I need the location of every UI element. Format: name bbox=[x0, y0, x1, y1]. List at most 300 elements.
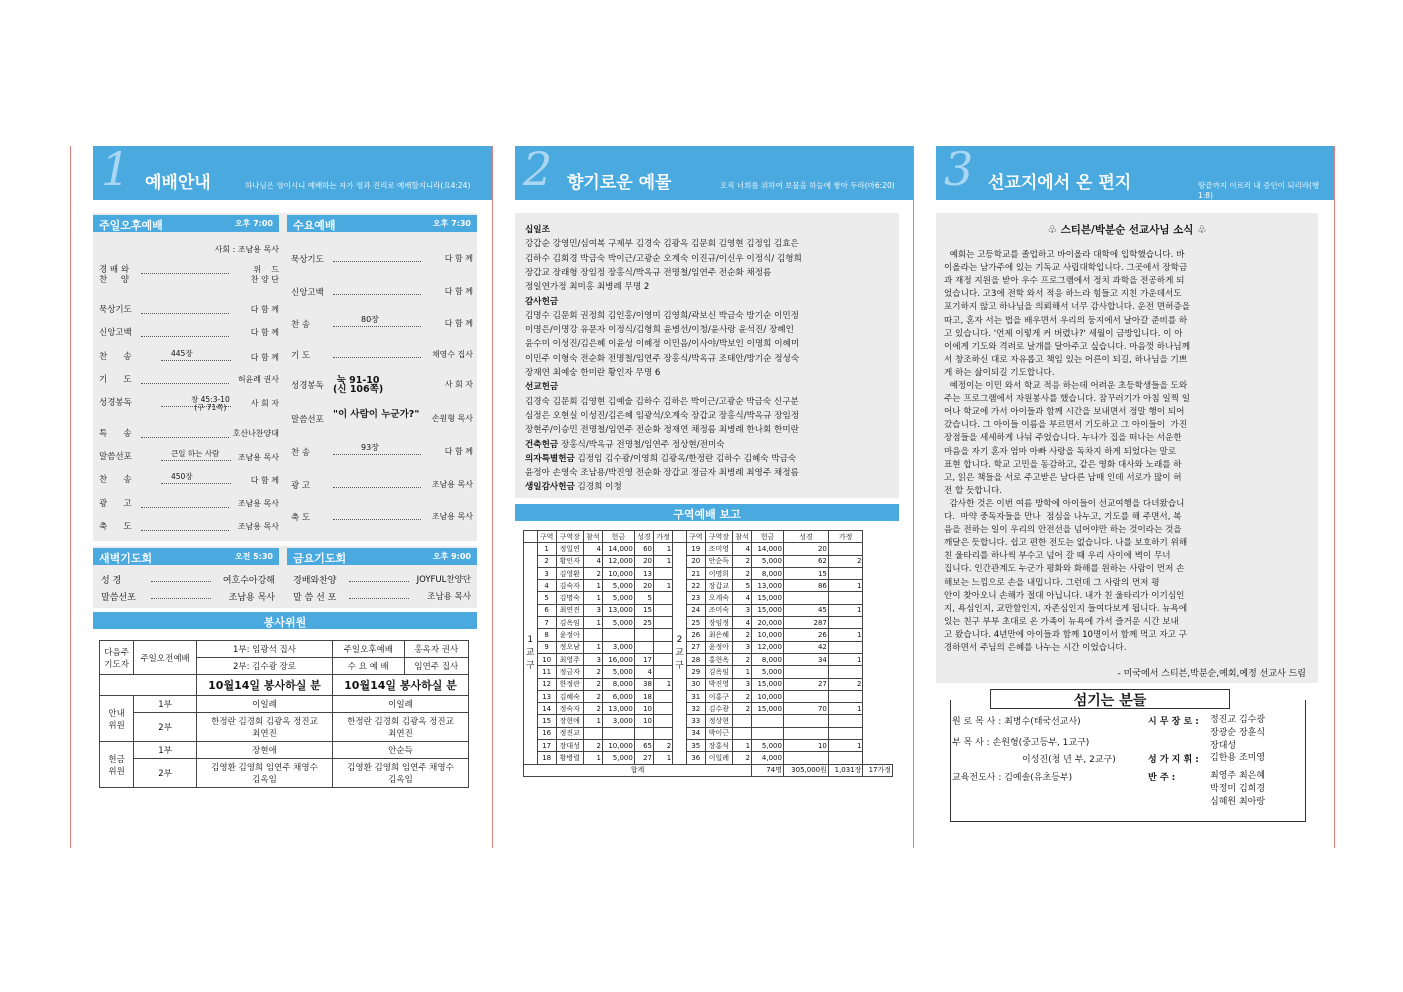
report-cell: 윤정아 bbox=[705, 641, 732, 653]
report-cell: 1 bbox=[653, 752, 672, 764]
order-label: 기 도 bbox=[99, 375, 132, 385]
report-cell: 2 bbox=[732, 567, 751, 579]
report-cell bbox=[653, 715, 672, 727]
service-cell: 헌금 위원 bbox=[100, 742, 134, 788]
order-label: 찬 송 bbox=[99, 352, 132, 362]
report-cell: 김옥임 bbox=[556, 617, 583, 629]
offering-line bbox=[525, 237, 799, 249]
total-label: 합계 bbox=[524, 764, 752, 776]
service-cell: 10월14일 봉사하실 분 bbox=[332, 675, 468, 696]
report-cell: 김숙자 bbox=[556, 580, 583, 592]
sunday-pm-header: 주일오후예배 오후 7:00 bbox=[93, 215, 279, 232]
letter-line: 전 할 듯합니다. bbox=[944, 485, 1003, 496]
order-label: 묵상기도 bbox=[291, 255, 324, 265]
order-person: 다 함 께 bbox=[444, 287, 473, 296]
district-1: 1 교 구 bbox=[524, 543, 538, 764]
total-cell: 1,031장 bbox=[828, 764, 863, 776]
service-cell: 주일오전예배 bbox=[134, 641, 197, 675]
report-cell: 10,000 bbox=[752, 629, 784, 641]
report-cell: 8 bbox=[537, 629, 556, 641]
report-cell bbox=[732, 727, 751, 739]
report-cell: 장갑교 bbox=[705, 580, 732, 592]
order-label: 기 도 bbox=[291, 351, 311, 361]
report-cell: 1 bbox=[732, 740, 751, 752]
service-cell: 이일례 bbox=[332, 696, 468, 713]
report-cell: 1 bbox=[653, 678, 672, 690]
report-cell: 4 bbox=[634, 666, 653, 678]
report-cell: 이명희 bbox=[705, 567, 732, 579]
report-cell: 15,000 bbox=[752, 592, 784, 604]
col-header: 헌금 bbox=[602, 531, 634, 543]
letter-line: 었습니다. 고3에 전학 와서 적응 하느라 힘들고 지친 가운데서도 bbox=[944, 289, 1182, 300]
report-cell: 20 bbox=[783, 543, 828, 555]
offering-line bbox=[525, 423, 799, 435]
leader-dots bbox=[333, 519, 421, 520]
report-cell: 1 bbox=[828, 740, 863, 752]
offering-names: 김정임 김수광/이영희 김광옥/한정란 김하수 김혜숙 박금숙 bbox=[574, 453, 797, 464]
report-cell: 14,000 bbox=[602, 543, 634, 555]
report-cell: 1 bbox=[828, 703, 863, 715]
letter-line: 지, 욕심인지, 교만함인지, 자존심인지 들여다보게 됩니다. 뉴욕에 bbox=[944, 603, 1188, 614]
report-cell: 1 bbox=[583, 752, 602, 764]
offering-names: 장재연 최예숭 한미란 황인자 무명 6 bbox=[525, 368, 661, 378]
service-header: 봉사위원 bbox=[93, 612, 477, 629]
letter-line: 장점들을 세세하게 나눠 주었습니다. 누나가 집을 떠나는 서운한 bbox=[944, 433, 1182, 444]
report-cell: 정오남 bbox=[556, 641, 583, 653]
report-cell bbox=[634, 641, 653, 653]
order-person: 호산나찬양대 bbox=[232, 429, 279, 438]
offering-line bbox=[525, 252, 802, 264]
report-cell: 3,000 bbox=[602, 641, 634, 653]
report-cell bbox=[634, 727, 653, 739]
report-cell: 1 bbox=[653, 555, 672, 567]
offering-line bbox=[525, 280, 649, 292]
offering-names: 이민주 이형숙 전순화 전명철/임연주 장홍식/박옥규 조태안/방기순 정성숙 bbox=[525, 353, 800, 364]
offering-names: 장현주/이승민 전명철/임연주 전순화 정재연 채정름 최병례 한나회 한미란 bbox=[525, 425, 799, 436]
report-cell bbox=[783, 666, 828, 678]
report-cell: 23 bbox=[686, 592, 705, 604]
report-cell: 4 bbox=[537, 580, 556, 592]
report-cell: 2 bbox=[732, 555, 751, 567]
report-cell: 60 bbox=[634, 543, 653, 555]
report-cell: 2 bbox=[583, 690, 602, 702]
order-item: 445장 bbox=[171, 349, 193, 358]
order-item: 80장 bbox=[361, 315, 379, 324]
report-cell: 5,000 bbox=[602, 592, 634, 604]
report-cell: 13,000 bbox=[602, 703, 634, 715]
report-cell: 4,000 bbox=[752, 752, 784, 764]
corner-cell bbox=[524, 531, 538, 543]
report-cell: 17 bbox=[634, 653, 653, 665]
col-header: 성경 bbox=[783, 531, 828, 543]
report-cell: 7 bbox=[537, 617, 556, 629]
report-cell: 5,000 bbox=[752, 666, 784, 678]
letter-line: 집니다. 인간관계도 누군가 평화와 화해를 원하는 사람이 먼저 손 bbox=[944, 564, 1185, 575]
corner-cell bbox=[673, 531, 687, 543]
report-cell: 홍현옥 bbox=[705, 653, 732, 665]
offering-line bbox=[525, 295, 558, 307]
report-cell: 27 bbox=[783, 678, 828, 690]
report-cell: 4 bbox=[732, 592, 751, 604]
report-cell: 2 bbox=[583, 678, 602, 690]
col-header: 가정 bbox=[653, 531, 672, 543]
offering-line bbox=[525, 380, 558, 392]
service-cell: 장현애 bbox=[196, 742, 332, 759]
leader-dots bbox=[333, 261, 421, 262]
offering-line bbox=[525, 309, 799, 321]
report-cell: 34 bbox=[686, 727, 705, 739]
report-cell: 28 bbox=[686, 653, 705, 665]
offering-line bbox=[525, 395, 799, 407]
report-cell bbox=[828, 567, 863, 579]
letter-line: 깨달은 듯합니다. 쉽고 편한 전도는 없습니다. 나를 보호하기 위해 bbox=[944, 538, 1188, 549]
report-cell: 38 bbox=[634, 678, 653, 690]
total-cell: 74명 bbox=[752, 764, 784, 776]
letter-line: 주는 프로그램에서 자원봉사를 했습니다. 잠꾸러기가 아침 일찍 일 bbox=[944, 394, 1190, 405]
offering-names: 장갑교 장래형 장임정 장홍식/박옥규 전명철/임연주 전순화 채정름 bbox=[525, 267, 772, 278]
leader-dots bbox=[333, 326, 421, 327]
report-cell: 1 bbox=[583, 617, 602, 629]
order-label: 찬 송 bbox=[291, 320, 311, 330]
report-cell: 6 bbox=[537, 604, 556, 616]
report-cell: 3 bbox=[732, 678, 751, 690]
letter-line: 표현 합니다. 학교 고민을 동감하고, 같은 영화 대사와 노래를 하 bbox=[944, 459, 1182, 470]
report-cell: 2 bbox=[583, 666, 602, 678]
letter-line: 친 울타리를 하나씩 부수고 넘어 갈 때 우리 사이에 벽이 무너 bbox=[944, 551, 1171, 562]
service-cell bbox=[100, 675, 197, 696]
report-cell: 2 bbox=[732, 690, 751, 702]
order-label: 신앙고백 bbox=[291, 288, 324, 298]
report-cell: 조미영 bbox=[705, 543, 732, 555]
leader-dots bbox=[141, 437, 229, 438]
report-cell: 이홍구 bbox=[705, 690, 732, 702]
report-cell bbox=[653, 567, 672, 579]
report-cell: 박이근 bbox=[705, 727, 732, 739]
section-title: 선교지에서 온 편지 bbox=[988, 173, 1132, 193]
letter-signature: - 미국에서 스티븐,박분순,예회,예정 선교사 드림 bbox=[1117, 669, 1306, 679]
report-cell bbox=[653, 592, 672, 604]
order-label: 말씀선포 bbox=[101, 593, 136, 603]
leader-dots bbox=[151, 581, 211, 582]
order-person: 조남용 목사 bbox=[228, 593, 275, 603]
order-person: 채영수 집사 bbox=[431, 350, 473, 359]
report-cell bbox=[783, 592, 828, 604]
leader-dots bbox=[161, 483, 231, 484]
service-cell: 2부: 김수광 장로 bbox=[196, 658, 332, 675]
report-cell bbox=[828, 617, 863, 629]
order-item: 큰일 하는 사람 bbox=[171, 449, 220, 458]
dawn-header: 새벽기도회 오전 5:30 bbox=[93, 548, 279, 565]
service-cell: 홍옥자 권사 bbox=[404, 641, 468, 658]
service-cell: 이일례 bbox=[196, 696, 332, 713]
report-cell: 20 bbox=[686, 555, 705, 567]
offering-names: 김경숙 김문회 김영현 김예술 김하수 김하은 박이근/고광순 박금숙 신구분 bbox=[525, 396, 799, 407]
report-cell: 5 bbox=[634, 592, 653, 604]
letter-line: 서 창조하신 대로 자유롭고 책임 있는 어른이 되길, 하나님을 기쁘 bbox=[944, 354, 1188, 365]
report-cell: 1 bbox=[732, 666, 751, 678]
order-label: 경 배 와 찬 양 bbox=[99, 265, 130, 285]
report-cell: 10 bbox=[783, 740, 828, 752]
report-cell: 2 bbox=[732, 703, 751, 715]
report-cell: 2 bbox=[583, 567, 602, 579]
order-label: 경배와찬양 bbox=[293, 576, 337, 586]
letter-line: 갔습니다. 그 아이들 이름을 부르면서 기도하고 그 아이들이 가진 bbox=[944, 420, 1188, 431]
report-cell bbox=[653, 727, 672, 739]
report-cell: 3 bbox=[732, 604, 751, 616]
leader-dots bbox=[333, 357, 421, 358]
total-cell: 305,000원 bbox=[783, 764, 828, 776]
service-cell: 2부 bbox=[134, 713, 197, 742]
staff-names: 정진교 김수광 장광순 장훈식 장대성 bbox=[1210, 715, 1266, 751]
offering-names: 이명은/이명강 유문자 이정식/김형희 윤병선/이청/윤사랑 윤석진/ 장혜인 bbox=[525, 325, 794, 336]
report-cell: 황병렬 bbox=[556, 752, 583, 764]
letter-line: 게 하는 삶이되길 기도합니다. bbox=[944, 367, 1055, 378]
report-cell: 2 bbox=[732, 629, 751, 641]
leader-dots bbox=[141, 530, 229, 531]
leader-dots bbox=[333, 294, 421, 295]
col-header: 구역장 bbox=[705, 531, 732, 543]
report-cell: 2 bbox=[537, 555, 556, 567]
order-person: 조남용 목사 bbox=[237, 499, 279, 508]
letter-line: 해보는 느낌으로 손을 내밉니다. 그런데 그 사람의 먼저 평 bbox=[944, 577, 1160, 588]
order-label: 성 경 bbox=[101, 576, 122, 586]
report-cell bbox=[828, 727, 863, 739]
section-title: 예배안내 bbox=[145, 173, 211, 193]
report-cell: 4 bbox=[732, 617, 751, 629]
report-cell: 1 bbox=[583, 580, 602, 592]
report-cell: 5,000 bbox=[602, 617, 634, 629]
leader-dots bbox=[349, 581, 409, 582]
report-cell: 25 bbox=[634, 617, 653, 629]
report-cell: 10 bbox=[634, 703, 653, 715]
report-cell: 3 bbox=[583, 653, 602, 665]
report-cell bbox=[634, 629, 653, 641]
order-person: 다 함 께 bbox=[250, 353, 279, 362]
report-cell: 5,000 bbox=[752, 740, 784, 752]
report-cell bbox=[653, 653, 672, 665]
offering-names: 심정은 오현실 이성진/김은혜 임광석/오계숙 장갑교 장홍식/박옥규 장임정 bbox=[525, 410, 800, 421]
report-cell bbox=[653, 617, 672, 629]
report-cell: 30 bbox=[686, 678, 705, 690]
order-label: 찬 송 bbox=[291, 448, 311, 458]
report-cell: 31 bbox=[686, 690, 705, 702]
report-cell: 21 bbox=[686, 567, 705, 579]
report-cell: 13 bbox=[634, 567, 653, 579]
report-cell bbox=[828, 592, 863, 604]
report-cell: 24 bbox=[686, 604, 705, 616]
report-table bbox=[523, 530, 893, 777]
offering-line bbox=[525, 409, 799, 421]
report-cell: 정상현 bbox=[705, 715, 732, 727]
report-cell: 2 bbox=[583, 740, 602, 752]
report-cell: 1 bbox=[828, 604, 863, 616]
order-person: 다 함 께 bbox=[250, 328, 279, 337]
letter-line: 마음을 자기 혼자 엄마 아빠 사랑을 독차지 하게 되었다는 말로 bbox=[944, 446, 1177, 457]
offering-names: 정일연가정 최미홍 최병례 무명 2 bbox=[525, 282, 650, 293]
offering-line bbox=[525, 323, 794, 335]
offering-category: 건축헌금 bbox=[525, 439, 559, 450]
service-cell: 안내 위원 bbox=[100, 696, 134, 742]
report-cell: 15 bbox=[634, 604, 653, 616]
report-cell: 김혜숙 bbox=[556, 690, 583, 702]
offering-names: 윤정아 손영숙 조남용/박진영 전순화 장갑교 정금자 최병례 최영주 채정름 bbox=[525, 468, 799, 479]
offering-category: 감사헌금 bbox=[525, 296, 559, 307]
report-cell: 1 bbox=[537, 543, 556, 555]
col-header: 성경 bbox=[634, 531, 653, 543]
page-offerings bbox=[492, 142, 914, 848]
col-header: 구역장 bbox=[556, 531, 583, 543]
report-cell: 10,000 bbox=[602, 567, 634, 579]
staff-role: 성 가 지 휘 : bbox=[1148, 755, 1199, 765]
report-cell: 2 bbox=[732, 653, 751, 665]
report-cell: 15,000 bbox=[752, 703, 784, 715]
report-cell bbox=[653, 703, 672, 715]
report-cell: 장홍식 bbox=[705, 740, 732, 752]
worship-host: 사회 : 조남용 목사 bbox=[214, 245, 279, 254]
offering-names: 김경희 이청 bbox=[574, 482, 622, 493]
report-cell: 8,000 bbox=[752, 567, 784, 579]
report-cell: 이일례 bbox=[705, 752, 732, 764]
leader-dots bbox=[141, 336, 229, 337]
order-person: 사 회 자 bbox=[444, 380, 473, 389]
section-number: 2 bbox=[523, 142, 553, 196]
report-cell: 13 bbox=[537, 690, 556, 702]
report-cell bbox=[653, 666, 672, 678]
page-letter bbox=[913, 142, 1335, 848]
report-cell: 1 bbox=[583, 641, 602, 653]
report-cell: 황인자 bbox=[556, 555, 583, 567]
report-cell: 15 bbox=[537, 715, 556, 727]
col-header: 참석 bbox=[732, 531, 751, 543]
section-number: 1 bbox=[101, 142, 131, 196]
district-2: 2 교 구 bbox=[673, 543, 687, 764]
order-label: 특 송 bbox=[99, 429, 132, 439]
leader-dots bbox=[161, 360, 231, 361]
col-header: 참석 bbox=[583, 531, 602, 543]
report-cell: 18 bbox=[537, 752, 556, 764]
report-cell: 장임정 bbox=[705, 617, 732, 629]
order-label: 성경봉독 bbox=[99, 398, 132, 408]
order-label: 축 도 bbox=[99, 522, 132, 532]
report-cell: 5,000 bbox=[602, 580, 634, 592]
report-cell: 86 bbox=[783, 580, 828, 592]
staff-names: 최영주 최은혜 박정미 김희경 심혜원 최아랑 bbox=[1210, 771, 1266, 807]
order-person: 조남용 목사 bbox=[427, 592, 471, 602]
report-cell: 1 bbox=[828, 653, 863, 665]
report-cell: 2 bbox=[828, 678, 863, 690]
report-cell: 오계숙 bbox=[705, 592, 732, 604]
report-cell: 2 bbox=[653, 740, 672, 752]
order-item: 93장 bbox=[361, 443, 379, 452]
report-cell: 27 bbox=[634, 752, 653, 764]
report-cell: 12,000 bbox=[602, 555, 634, 567]
report-cell: 정숙자 bbox=[556, 703, 583, 715]
report-cell: 5,000 bbox=[602, 666, 634, 678]
report-cell: 12,000 bbox=[752, 641, 784, 653]
report-cell: 김옥임 bbox=[705, 666, 732, 678]
letter-line: 따고, 혼자 서는 법을 배우면서 우리의 둥지에서 날아갈 준비를 하 bbox=[944, 315, 1188, 326]
report-cell bbox=[828, 690, 863, 702]
offering-category: 선교헌금 bbox=[525, 382, 559, 393]
report-cell: 4 bbox=[583, 543, 602, 555]
worship-panel bbox=[93, 213, 477, 541]
report-cell: 10 bbox=[634, 715, 653, 727]
report-cell: 윤정아 bbox=[556, 629, 583, 641]
order-label: 성경봉독 bbox=[291, 381, 324, 391]
service-table bbox=[99, 640, 469, 788]
offering-line bbox=[525, 352, 799, 364]
report-cell bbox=[783, 690, 828, 702]
report-cell: 김영환 bbox=[556, 567, 583, 579]
report-cell: 26 bbox=[686, 629, 705, 641]
report-cell: 김수광 bbox=[705, 703, 732, 715]
fri-header: 금요기도회 오후 9:00 bbox=[287, 548, 477, 565]
letter-line: 고 있습니다. '언제 이렇게 커 버렸나?' 세월이 금방입니다. 이 아 bbox=[944, 328, 1183, 339]
section-banner bbox=[515, 142, 914, 200]
report-cell: 32 bbox=[686, 703, 705, 715]
service-cell: 한정란 김경회 김광옥 정진교 최연진 bbox=[196, 713, 332, 742]
order-label: 광 고 bbox=[291, 481, 311, 491]
service-cell: 10월14일 봉사하실 분 bbox=[196, 675, 332, 696]
report-cell: 20,000 bbox=[752, 617, 784, 629]
report-cell: 최연진 bbox=[556, 604, 583, 616]
service-cell: 1부: 임광석 집사 bbox=[196, 641, 332, 658]
leader-dots bbox=[349, 598, 409, 599]
order-person: 사 회 자 bbox=[250, 399, 279, 408]
report-cell bbox=[752, 715, 784, 727]
report-cell: 정일연 bbox=[556, 543, 583, 555]
report-cell: 3 bbox=[537, 567, 556, 579]
report-cell: 정진교 bbox=[556, 727, 583, 739]
service-cell: 한정란 김경회 김광옥 정진교 최연진 bbox=[332, 713, 468, 742]
service-cell: 임연주 집사 bbox=[404, 658, 468, 675]
report-cell: 8,000 bbox=[752, 653, 784, 665]
report-cell: 17 bbox=[537, 740, 556, 752]
order-label: 말씀선포 bbox=[291, 415, 324, 425]
leader-dots bbox=[151, 598, 211, 599]
offering-line bbox=[525, 480, 622, 492]
report-cell: 36 bbox=[686, 752, 705, 764]
service-cell: 김영환 김영희 임연주 채영수 김옥임 bbox=[196, 759, 332, 788]
report-cell: 16,000 bbox=[602, 653, 634, 665]
letter-line: 안이 찾아오니 손해가 절대 아닙니다. 내가 친 울타리가 이기심인 bbox=[944, 590, 1185, 601]
report-cell: 20 bbox=[634, 555, 653, 567]
report-cell: 4 bbox=[732, 543, 751, 555]
order-person: 다 함 께 bbox=[250, 305, 279, 314]
report-cell: 2 bbox=[732, 752, 751, 764]
order-person: 조남용 목사 bbox=[237, 522, 279, 531]
report-cell bbox=[583, 727, 602, 739]
leader-dots bbox=[161, 460, 231, 461]
letter-line: 고, 읽은 책들을 서로 주고받은 남다른 남매 인데 서로가 많이 허 bbox=[944, 472, 1182, 483]
leader-dots bbox=[141, 273, 229, 274]
offering-names: 강갑순 강영민/심여복 구제부 김경숙 김광옥 김문회 김영현 김정임 김효은 bbox=[525, 239, 799, 250]
col-header: 헌금 bbox=[752, 531, 784, 543]
section-title: 향기로운 예물 bbox=[567, 173, 672, 193]
col-header: 구역 bbox=[686, 531, 705, 543]
service-cell: 1부 bbox=[134, 696, 197, 713]
letter-line: 예정이는 이민 와서 학교 적응 하는데 어려운 초등학생들을 도와 bbox=[944, 381, 1188, 391]
total-cell: 17가정 bbox=[863, 764, 893, 776]
order-label: 말씀선포 bbox=[99, 452, 132, 462]
report-cell: 5 bbox=[732, 580, 751, 592]
report-cell: 18 bbox=[634, 690, 653, 702]
staff-title: 섬기는 분들 bbox=[990, 689, 1230, 709]
report-cell: 8,000 bbox=[602, 678, 634, 690]
report-cell: 65 bbox=[634, 740, 653, 752]
section-subtitle: 오직 너희를 위하여 보물을 하늘에 쌓아 두라(마6:20) bbox=[720, 181, 895, 190]
report-cell: 3 bbox=[732, 641, 751, 653]
